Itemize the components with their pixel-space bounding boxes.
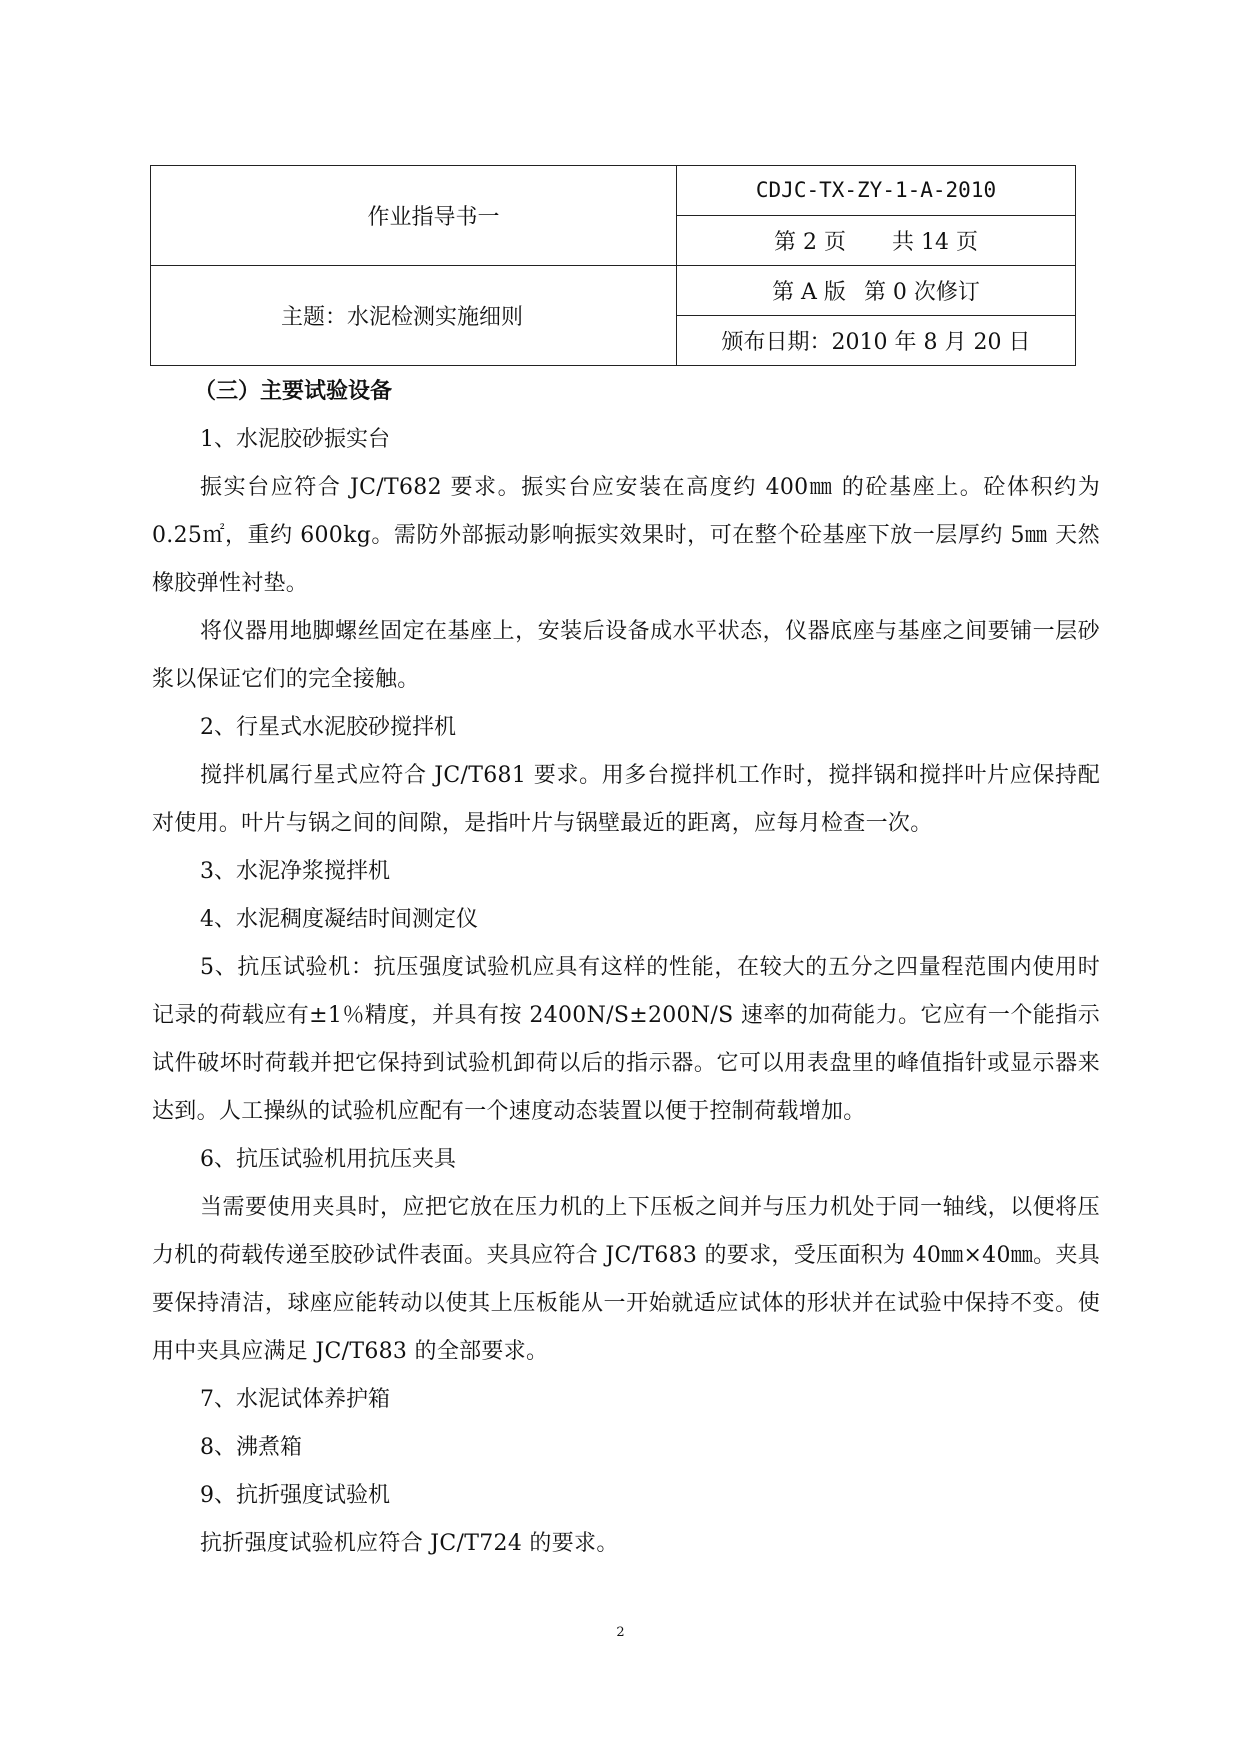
- subject-cell: [151, 266, 677, 366]
- doc-title-cell: [151, 166, 677, 266]
- subject: 主题：水泥检测实施细则: [281, 305, 524, 330]
- document-header-table: [150, 165, 1076, 366]
- paragraph: 当需要使用夹具时，应把它放在压力机的上下压板之间并与压力机处于同一轴线，以便将压力机的荷载传递至胶砂试件表面。夹具应符合 JC/T683 的要求，受压面积为 40㎜×40㎜。夹具要保持清洁，球座应能转动以使其上压板能从一开始就适应试体的形状并在试验中保持不变。使用中夹具应满足 JC/T683 的全部要求。: [152, 1195, 1100, 1364]
- page-info-cell: [677, 216, 1076, 266]
- version: 第 A 版: [772, 280, 846, 305]
- footer-page-number: 2: [616, 1625, 625, 1640]
- doc-title: 作业指导书一: [367, 205, 500, 230]
- issue-date-cell: [677, 316, 1076, 366]
- doc-code-cell: [677, 166, 1076, 216]
- page-total: 共 14 页: [892, 230, 978, 255]
- item-heading: 8、沸煮箱: [200, 1435, 302, 1460]
- paragraph: 振实台应符合 JC/T682 要求。振实台应安装在高度约 400㎜ 的砼基座上。砼体积约为 0.25㎡，重约 600kg。需防外部振动影响振实效果时，可在整个砼基座下放一层厚约 5㎜ 天然橡胶弹性衬垫。: [152, 475, 1100, 596]
- doc-code: CDJC-TX-ZY-1-A-2010: [755, 178, 997, 202]
- version-cell: [677, 266, 1076, 316]
- page-footer: [0, 1625, 1241, 1640]
- item-heading: 2、行星式水泥胶砂搅拌机: [200, 715, 456, 740]
- page-number: 第 2 页: [774, 230, 846, 255]
- item-heading: 4、水泥稠度凝结时间测定仪: [200, 907, 478, 932]
- paragraph: 5、抗压试验机：抗压强度试验机应具有这样的性能，在较大的五分之四量程范围内使用时记录的荷载应有±1％精度，并具有按 2400N/S±200N/S 速率的加荷能力。它应有一个能指示试件破坏时荷载并把它保持到试验机卸荷以后的指示器。它可以用表盘里的峰值指针或显示器来达到。人工操纵的试验机应配有一个速度动态装置以便于控制荷载增加。: [152, 955, 1100, 1124]
- paragraph: 抗折强度试验机应符合 JC/T724 的要求。: [200, 1531, 619, 1556]
- paragraph: 搅拌机属行星式应符合 JC/T681 要求。用多台搅拌机工作时，搅拌锅和搅拌叶片应保持配对使用。叶片与锅之间的间隙，是指叶片与锅壁最近的距离，应每月检查一次。: [152, 763, 1100, 836]
- item-heading: 3、水泥净浆搅拌机: [200, 859, 390, 884]
- paragraph: 将仪器用地脚螺丝固定在基座上，安装后设备成水平状态，仪器底座与基座之间要铺一层砂浆以保证它们的完全接触。: [152, 619, 1100, 692]
- item-heading: 7、水泥试体养护箱: [200, 1387, 390, 1412]
- document-body: [152, 368, 1100, 1568]
- issue-date: 颁布日期：2010 年 8 月 20 日: [721, 330, 1031, 355]
- item-heading: 9、抗折强度试验机: [200, 1483, 390, 1508]
- item-heading: 6、抗压试验机用抗压夹具: [200, 1147, 456, 1172]
- revision: 第 0 次修订: [863, 280, 980, 305]
- section-title: （三）主要试验设备: [194, 379, 393, 404]
- item-heading: 1、水泥胶砂振实台: [200, 427, 390, 452]
